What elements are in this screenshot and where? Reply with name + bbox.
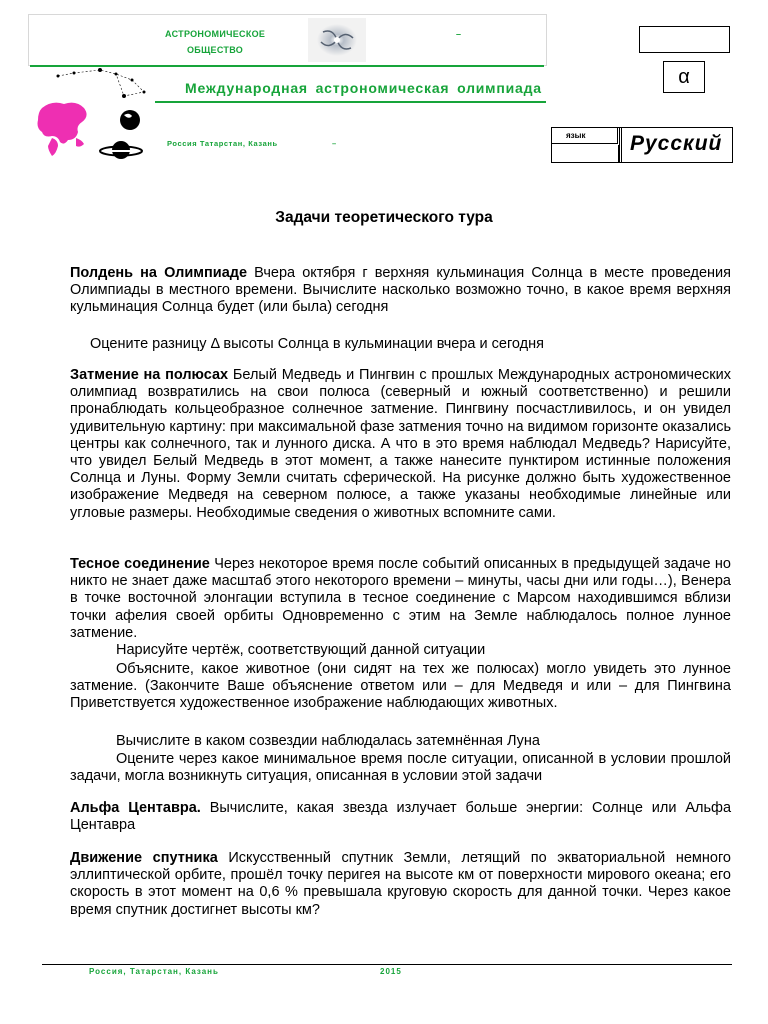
- problem-4-text: Вычислите, какая звезда излучает больше энергии: Солнце или Альфа Центавра: [70, 800, 732, 834]
- title-green-rule: [155, 101, 546, 103]
- language-table: [551, 127, 733, 163]
- galaxy-logo-icon: [308, 18, 366, 62]
- header-green-rule: [30, 65, 544, 67]
- header-location-dash: –: [332, 139, 337, 148]
- problem-1-estimate: Оцените разницу Δ высоты Солнца в кульминации вчера и сегодня: [90, 336, 545, 352]
- problem-5-name: Движение спутника: [70, 850, 218, 866]
- problem-3-explain: Объясните, какое животное (они сидят на тех же полюсах) могло увидеть это лунное затмение. (Закончите Ваше объяснение ответом или – для Медведя и или – для Пингвина Приветствуется художественное изображение наблюдающих животных.: [70, 661, 731, 712]
- problem-4-name: Альфа Центавра.: [70, 800, 201, 816]
- problem-3-time: Оцените через какое минимальное время после ситуации, описанной в условии прошлой задачи, могла возникнуть ситуация, описанная в условии этой задачи: [70, 751, 731, 785]
- problem-5: [70, 850, 731, 919]
- problem-2-name: Затмение на полюсах: [70, 367, 229, 383]
- problem-3: [70, 556, 731, 642]
- language-empty-cell: [552, 145, 619, 162]
- group-symbol-box: α: [663, 61, 705, 93]
- footer-rule: [42, 964, 732, 965]
- language-value: Русский: [619, 128, 732, 162]
- society-line1: АСТРОНОМИЧЕСКОЕ: [165, 29, 266, 39]
- moon-icon: [119, 109, 141, 131]
- society-dash: –: [456, 29, 462, 39]
- page-title: Задачи теоретического тура: [275, 209, 493, 226]
- footer-year: 2015: [380, 967, 402, 976]
- society-line2: ОБЩЕСТВО: [187, 45, 244, 55]
- problem-3-name: Тесное соединение: [70, 556, 210, 572]
- problem-1-text: Вчера октября г верхняя кульминация Солнца в месте проведения Олимпиады в местного времени. Вычислите насколько возможно точно, в какое время верхняя кульминация Солнца будет (или была) сегодня: [70, 265, 731, 316]
- header-location: Россия Татарстан, Казань: [167, 139, 278, 148]
- olympiad-title: Международная астрономическая олимпиада: [185, 80, 542, 96]
- problem-1: [70, 265, 731, 317]
- society-header-box: [28, 14, 547, 66]
- problem-2: [70, 367, 731, 522]
- participant-code-box: [639, 26, 730, 53]
- saturn-icon: [98, 136, 144, 164]
- problem-1-name: Полдень на Олимпиаде: [70, 265, 248, 281]
- language-label: язык: [552, 128, 618, 144]
- problem-5-text: Искусственный спутник Земли, летящий по экваториальной немного эллиптической орбите, прошёл точку перигея на высоте км от поверхности мирового океана; его скорость в этот момент на 0,6 % превышала круговую скорость для данной точки. Через какое время спутник достигнет высоты км?: [70, 850, 731, 918]
- problem-4: [70, 800, 731, 834]
- footer-location: Россия, Татарстан, Казань: [89, 967, 219, 976]
- world-map-icon: [32, 98, 92, 158]
- problem-3-draw: Нарисуйте чертёж, соответствующий данной ситуации: [116, 642, 486, 658]
- problem-3-constellation: Вычислите в каком созвездии наблюдалась затемнённая Луна: [116, 733, 540, 749]
- problem-2-text: Белый Медведь и Пингвин с прошлых Международных астрономических олимпиад возвратились на свои полюса (северный и южный соответственно) и решили пронаблюдать кольцеобразное солнечное затмение. Пингвину посчастливилось, и он увидел удивительную картину: при максимальной фазе затмения точно на видимом горизонте оказались центры как солнечного, так и лунного диска. А что в это время наблюдал Медведь? Нарисуйте, что увидел Белый Медведь в этот момент, а также нанесите пунктиром истинные положения Солнца и Луны. Форму Земли считать сферической. На рисунке должно быть художественное изображение Медведя на северном полюсе, а также указаны необходимые линейные или угловые размеры. Необходимые сведения о животных вспомните сами.: [70, 367, 731, 521]
- problem-3-text: Через некоторое время после событий описанных в предыдущей задаче но никто не знает даже масштаб этого некоторого времени – минуты, часы дни или годы…), Венера в точке восточной элонгации вступила в тесное соединение с Марсом находившимся вблизи точки афелия своей орбиты Одновременно с этим на Земле наблюдалось полное лунное затмение.: [70, 556, 731, 641]
